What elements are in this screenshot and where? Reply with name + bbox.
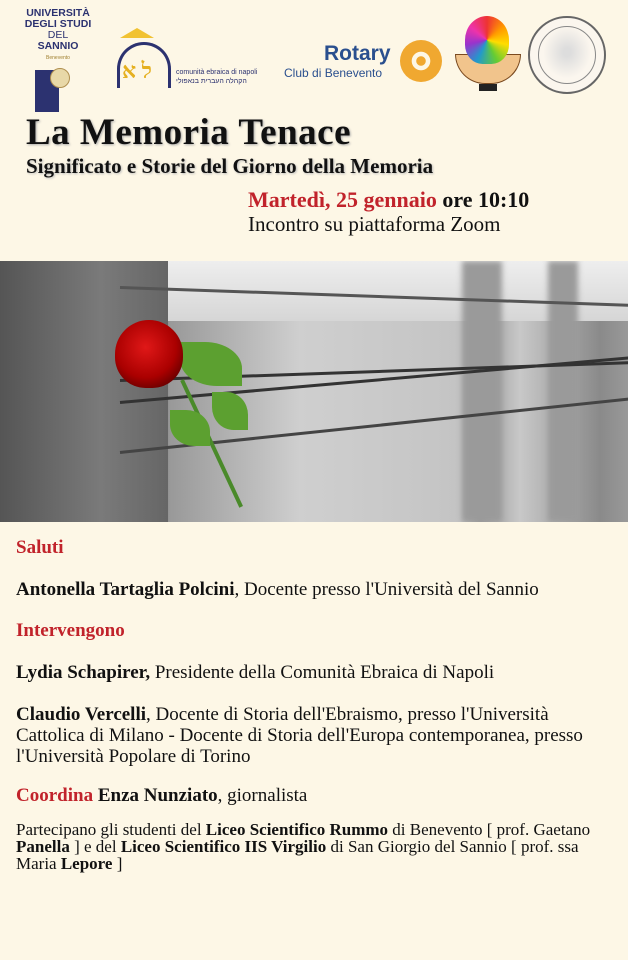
manfredi-seal-logo — [528, 16, 606, 94]
rose-barbed-wire-photo — [0, 261, 628, 522]
unisannio-logo — [22, 8, 94, 64]
speaker-role: , Docente di Storia dell'Ebraismo, presso l'Università Cattolica di Milano - Docente di Storia dell'Europa contemporanea, presso l'Università Popolare di Torino — [16, 704, 583, 767]
page-title: La Memoria Tenace — [26, 112, 352, 153]
logo-text: SANNIO — [37, 40, 79, 52]
page-subtitle: Significato e Storie del Giorno della Memoria — [26, 154, 434, 178]
event-when — [248, 188, 616, 236]
speaker-name: Lydia Schapirer, — [16, 662, 151, 683]
school-name: Liceo Scientifico IIS Virgilio — [120, 837, 327, 856]
note-text: ] e del — [69, 837, 121, 856]
saluti-heading: Saluti — [16, 537, 64, 558]
logo-text: DEGLI STUDI — [24, 18, 92, 30]
coordinator-entry — [16, 785, 616, 806]
portrait-icon — [538, 26, 596, 84]
coordinator-name: Enza Nunziato — [97, 785, 218, 806]
rose-icon — [115, 320, 183, 388]
logo-text-it: comunità ebraica di napoli — [176, 69, 258, 76]
logo-text: DEL — [47, 29, 69, 41]
note-text: ] — [112, 854, 123, 873]
comunita-ebraica-logo — [116, 28, 296, 92]
seal-medallion-icon — [50, 68, 70, 88]
event-date — [248, 188, 616, 212]
date-text: Martedì, 25 gennaio — [248, 187, 437, 212]
hebrew-letters-icon: ל א — [122, 58, 152, 83]
intervengono-heading: Intervengono — [16, 620, 125, 641]
header — [26, 112, 616, 236]
logo-text: UNIVERSITÀ — [26, 7, 90, 19]
logo-text — [176, 68, 257, 86]
speaker-name: Claudio Vercelli — [16, 704, 147, 725]
rotary-club: Club di Benevento — [284, 66, 383, 80]
crown-icon — [120, 28, 154, 38]
note-text: Partecipano gli studenti del — [16, 820, 206, 839]
logo-text-he: הקהלה העברית בנאפולי — [176, 78, 247, 85]
school-name: Liceo Scientifico Rummo — [205, 820, 389, 839]
logo-bar — [0, 0, 628, 110]
speaker-name: Antonella Tartaglia Polcini — [16, 579, 235, 600]
teacher-name: Panella — [16, 837, 70, 856]
note-text: di Benevento [ prof. Gaetano — [388, 820, 591, 839]
note-text: di San Giorgio del Sannio [ prof. ssa Maria — [16, 837, 579, 873]
brain-icon — [465, 16, 509, 64]
speaker-role: , Docente presso l'Università del Sannio — [234, 579, 539, 600]
coordina-heading: Coordina — [16, 785, 94, 806]
rotary-name: Rotary — [324, 42, 391, 65]
rotary-logo — [284, 42, 391, 80]
teacher-name: Lepore — [60, 854, 113, 873]
event-platform: Incontro su piattaforma Zoom — [248, 212, 501, 236]
brain-hands-logo — [455, 16, 521, 92]
program — [16, 537, 616, 872]
participants-note — [16, 821, 616, 872]
speaker-role: Presidente della Comunità Ebraica di Napoli — [150, 662, 495, 683]
saluti-entry — [16, 579, 616, 600]
rotary-wheel-icon — [400, 40, 442, 82]
speaker-entry — [16, 704, 616, 767]
photo-concrete-post — [0, 261, 168, 522]
coordinator-role: , giornalista — [217, 785, 308, 806]
logo-city: Benevento — [46, 55, 70, 61]
speaker-entry — [16, 662, 616, 683]
time-text: ore 10:10 — [442, 187, 530, 212]
logo-base — [479, 84, 497, 91]
